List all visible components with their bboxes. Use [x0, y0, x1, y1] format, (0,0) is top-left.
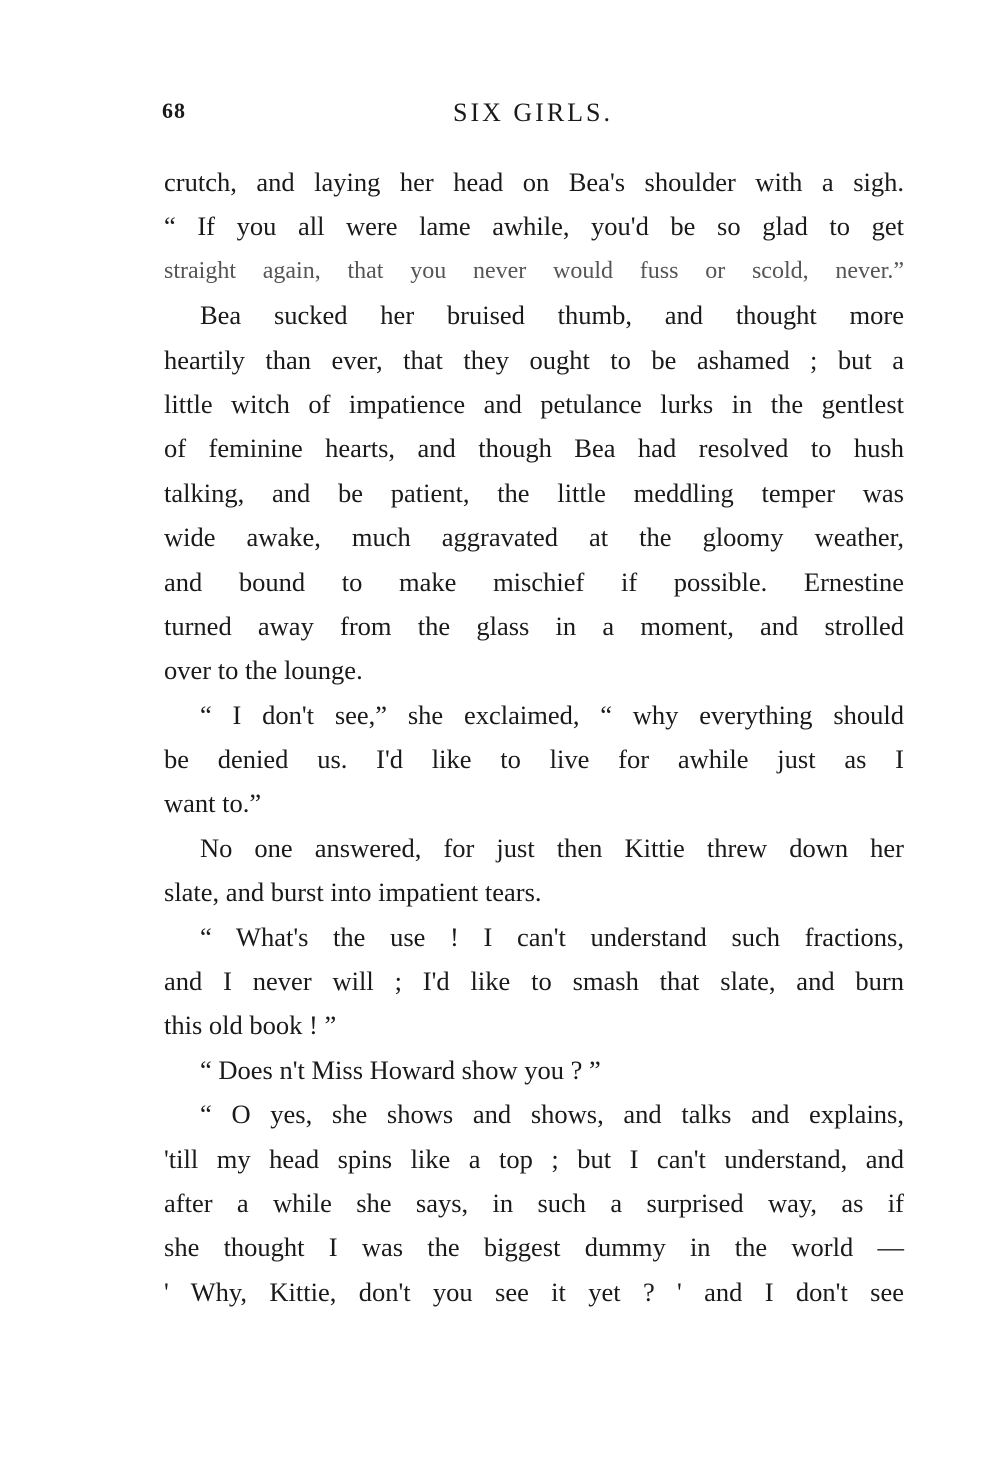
text-line: straight again, that you never would fuss or scold, never.”	[164, 257, 904, 284]
page-number: 68	[162, 98, 186, 123]
text-line: want to.”	[164, 788, 262, 819]
text-line: “ What's the use ! I can't understand such fractions,	[200, 921, 904, 952]
body-text	[164, 160, 904, 1314]
text-line: this old book ! ”	[164, 1010, 337, 1041]
text-line: and I never will ; I'd like to smash that slate, and burn	[164, 966, 904, 997]
text-line: talking, and be patient, the little meddling temper was	[164, 477, 904, 508]
text-line: little witch of impatience and petulance lurks in the gentlest	[164, 388, 904, 419]
text-line: “ Does n't Miss Howard show you ? ”	[200, 1054, 601, 1085]
text-line: she thought I was the biggest dummy in the world —	[164, 1232, 904, 1263]
text-line: “ If you all were lame awhile, you'd be so glad to get	[164, 211, 904, 242]
text-line: over to the lounge.	[164, 655, 363, 686]
text-line: slate, and burst into impatient tears.	[164, 877, 542, 908]
text-line: heartily than ever, that they ought to be ashamed ; but a	[164, 344, 904, 375]
text-line: No one answered, for just then Kittie threw down her	[200, 832, 904, 863]
text-line: “ I don't see,” she exclaimed, “ why everything should	[200, 699, 904, 730]
text-line: of feminine hearts, and though Bea had resolved to hush	[164, 433, 904, 464]
text-line: ' Why, Kittie, don't you see it yet ? ' and I don't see	[164, 1276, 904, 1307]
text-line: be denied us. I'd like to live for awhile just as I	[164, 744, 904, 775]
text-line: Bea sucked her bruised thumb, and thought more	[200, 300, 904, 331]
text-line: crutch, and laying her head on Bea's shoulder with a sigh.	[164, 167, 904, 197]
text-line: after a while she says, in such a surprised way, as if	[164, 1187, 904, 1218]
page-header	[162, 98, 904, 138]
running-title: SIX GIRLS.	[452, 98, 613, 127]
text-line: wide awake, much aggravated at the gloomy weather,	[164, 522, 904, 553]
text-line: “ O yes, she shows and shows, and talks and explains,	[200, 1099, 904, 1130]
text-line: 'till my head spins like a top ; but I can't understand, and	[164, 1143, 904, 1174]
text-line: and bound to make mischief if possible. Ernestine	[164, 566, 904, 597]
text-line: turned away from the glass in a moment, and strolled	[164, 610, 904, 641]
